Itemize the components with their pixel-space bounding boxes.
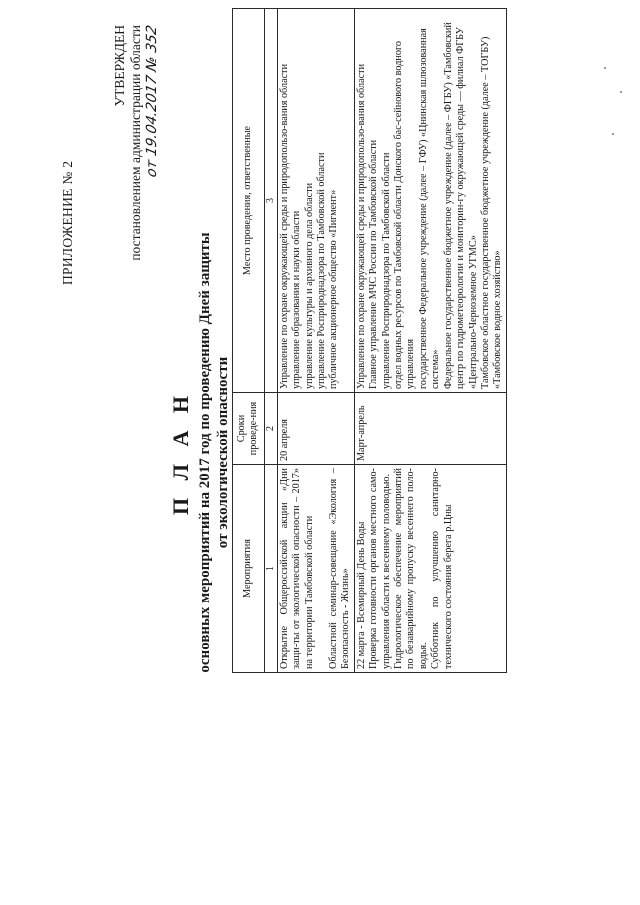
place-item: Управление по охране окружающей среды и природопользо-вания области <box>355 63 367 389</box>
event-item: Открытие Общероссийской акции «Дни защи-ты от экологической опасности – 2017» на территории Тамбовской области <box>278 468 315 669</box>
place-item: Главное управление МЧС России по Тамбовской области <box>368 139 380 389</box>
place-item: Управление по охране окружающей среды и природопользо-вания области <box>278 63 290 389</box>
column-number: 2 <box>264 393 277 465</box>
decree-line: постановлением администрации области <box>128 25 143 261</box>
events-cell <box>354 465 506 673</box>
event-item: Гидрологическое обеспечение мероприятий по безаварийному пропуску весеннего поло-водья. <box>393 468 429 669</box>
date-cell: 20 апреля <box>277 393 354 465</box>
scan-speck <box>612 133 614 135</box>
table-row <box>354 9 506 673</box>
place-item: Федеральное государственное бюджетное учреждение (далее – ФГБУ) «Тамбовский центр по гидрометеорологии и мониторин-гу окружающей среды — филиал ФГБУ «Центрально-Черноземное УГМС» <box>442 22 479 389</box>
date-cell: Март-апрель <box>354 393 506 465</box>
header-dates: Сроки проведе-ния <box>233 393 265 465</box>
events-table <box>232 8 507 673</box>
scan-speck <box>604 67 606 69</box>
place-item: управление культуры и архивного дела области <box>303 182 315 389</box>
place-item: управление Росприроднадзора по Тамбовской области <box>380 152 392 389</box>
place-item: государственное Федеральное учреждение (далее – ГФУ) «Цнинская шлюзованная система» <box>417 28 442 389</box>
subtitle-line-1: основных мероприятий на 2017 год по проведению Дней защиты <box>197 232 213 673</box>
events-cell <box>277 465 354 673</box>
subtitle-line-2: от экологической опасности <box>215 356 231 549</box>
place-item: отдел водных ресурсов по Тамбовской области Донского бас-сейнового водного управления <box>393 41 417 389</box>
event-item: Проверка готовности органов местного само-управления области к весеннему половодью. <box>368 468 392 669</box>
appendix-label: ПРИЛОЖЕНИЕ № 2 <box>60 160 75 285</box>
event-item: 22 марта - Всемирный День Воды <box>355 521 367 669</box>
handwritten-date: от 19.04.2017 № 352 <box>144 23 160 179</box>
plan-subtitle <box>196 0 232 905</box>
column-number: 3 <box>264 9 277 393</box>
scan-speck <box>620 91 622 93</box>
header-place: Место проведения, ответственные <box>233 9 265 393</box>
column-number: 1 <box>264 465 277 673</box>
event-item: Областной семинар-совещание «Экология – Безопасность - Жизнь» <box>328 468 352 669</box>
approval-block <box>112 25 160 425</box>
place-item: управление образования и науки области <box>291 210 303 389</box>
plan-title: П Л А Н <box>168 390 193 516</box>
place-item: публичное акционерное общество «Пигмент» <box>328 189 340 389</box>
place-cell <box>277 9 354 393</box>
header-events: Мероприятия <box>233 465 265 673</box>
event-item: Субботник по улучшению санитарно-технического состояния берега р.Цны <box>430 468 454 669</box>
place-item: управление Росприроднадзора по Тамбовской области <box>316 152 328 389</box>
table-row <box>277 9 354 673</box>
place-item: Тамбовское областное государственное бюджетное учреждение (далее – ТОГБУ) «Тамбовское водное хозяйство» <box>479 36 504 389</box>
approved-heading: УТВЕРЖДЕН <box>112 25 127 107</box>
place-cell <box>354 9 506 393</box>
